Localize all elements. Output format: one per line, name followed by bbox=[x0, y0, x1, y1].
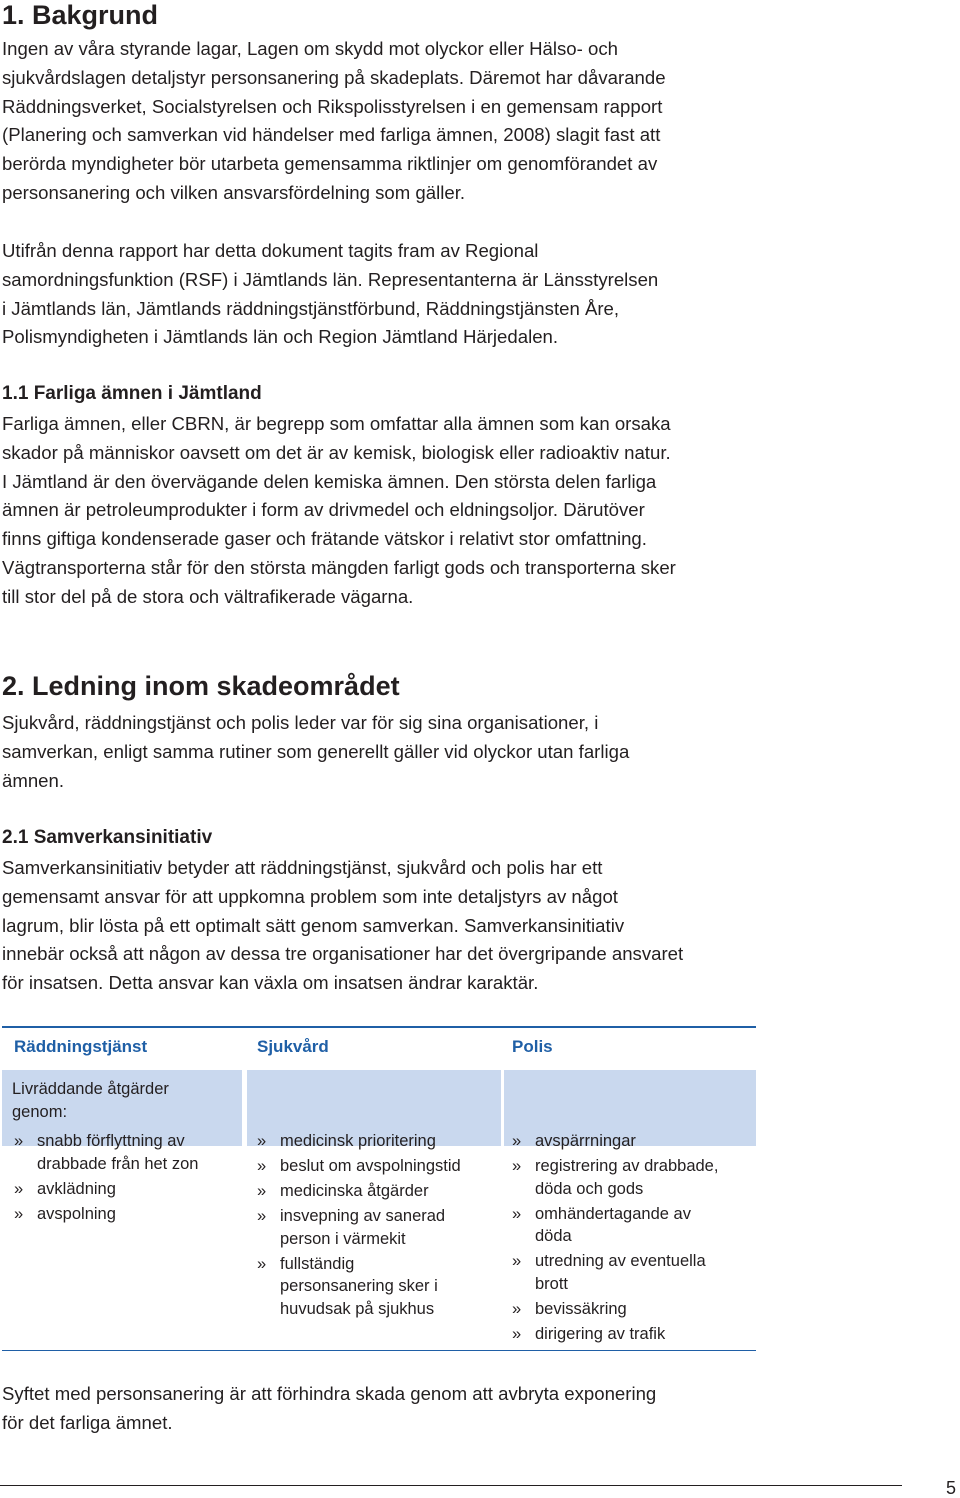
section-1-1-paragraph bbox=[2, 410, 772, 612]
subheader-line: Livräddande åtgärder bbox=[12, 1080, 169, 1098]
bullet-marker: » bbox=[512, 1252, 522, 1270]
section-1-paragraph-1 bbox=[2, 35, 772, 208]
column-sjukvard-list bbox=[257, 1130, 461, 1323]
column-polis-list bbox=[512, 1130, 718, 1348]
list-item bbox=[257, 1130, 461, 1153]
list-item-line: avspärrningar bbox=[535, 1132, 636, 1150]
paragraph-line: Samverkansinitiativ betyder att räddningstjänst, sjukvård och polis har ett bbox=[2, 857, 603, 878]
bullet-marker: » bbox=[14, 1132, 24, 1150]
list-item-line: brott bbox=[535, 1274, 569, 1293]
list-item-text bbox=[535, 1298, 627, 1321]
list-item-line: avklädning bbox=[37, 1179, 116, 1198]
list-item bbox=[512, 1155, 718, 1200]
section-2-heading: 2. Ledning inom skadeområdet bbox=[2, 671, 400, 701]
list-item-line: medicinsk prioritering bbox=[280, 1132, 436, 1150]
list-item bbox=[14, 1130, 198, 1175]
list-item-text bbox=[37, 1203, 116, 1226]
paragraph-line: Syftet med personsanering är att förhindra skada genom att avbryta exponering bbox=[2, 1383, 657, 1404]
column-raddningstjanst-list bbox=[14, 1130, 198, 1228]
column-header-raddningstjanst: Räddningstjänst bbox=[14, 1037, 148, 1056]
list-item-line: fullständig bbox=[280, 1254, 355, 1273]
paragraph-line: innebär också att någon av dessa tre organisationer har det övergripande ansvaret bbox=[2, 943, 684, 965]
list-item bbox=[512, 1323, 718, 1346]
section-2-paragraph bbox=[2, 709, 772, 795]
paragraph-line: samordningsfunktion (RSF) i Jämtlands län. Representanterna är Länsstyrelsen bbox=[2, 268, 659, 290]
list-item-line: person i värmekit bbox=[280, 1229, 406, 1248]
paragraph-line: Utifrån denna rapport har detta dokument tagits fram av Regional bbox=[2, 240, 539, 261]
paragraph-line: Sjukvård, räddningstjänst och polis leder var för sig sina organisationer, i bbox=[2, 712, 599, 733]
list-item-line: utredning av eventuella bbox=[535, 1252, 706, 1270]
list-item-text bbox=[535, 1155, 718, 1200]
list-item-text bbox=[37, 1130, 198, 1175]
paragraph-line: samverkan, enligt samma rutiner som generellt gäller vid olyckor utan farliga bbox=[2, 740, 630, 762]
paragraph-line: skador på människor oavsett om det är av kemisk, biologisk eller radioaktiv natur. bbox=[2, 441, 671, 463]
section-1-1-heading: 1.1 Farliga ämnen i Jämtland bbox=[2, 383, 262, 404]
list-item bbox=[14, 1203, 198, 1226]
paragraph-line: Vägtransporterna står för den största mängden farligt gods och transporterna sker bbox=[2, 556, 676, 578]
list-item-line: registrering av drabbade, bbox=[535, 1157, 719, 1175]
section-1-paragraph-2 bbox=[2, 237, 772, 352]
list-item-text bbox=[535, 1130, 636, 1153]
paragraph-line: finns giftiga kondenserade gaser och frätande vätskor i relativt stor omfattning. bbox=[2, 528, 647, 550]
list-item-line: dirigering av trafik bbox=[535, 1324, 666, 1343]
paragraph-line: i Jämtlands län, Jämtlands räddningstjänstförbund, Räddningstjänsten Åre, bbox=[2, 297, 620, 319]
list-item-line: avspolning bbox=[37, 1204, 116, 1223]
list-item bbox=[512, 1130, 718, 1153]
bullet-marker: » bbox=[257, 1182, 267, 1200]
bullet-marker: » bbox=[512, 1132, 522, 1150]
bullet-marker: » bbox=[14, 1204, 24, 1223]
list-item-line: bevissäkring bbox=[535, 1299, 627, 1318]
closing-paragraph bbox=[2, 1380, 772, 1438]
paragraph-line: för det farliga ämnet. bbox=[2, 1411, 173, 1433]
column-header-polis: Polis bbox=[512, 1037, 553, 1056]
list-item-text bbox=[535, 1203, 691, 1248]
list-item-text bbox=[37, 1178, 116, 1201]
section-2-1-heading: 2.1 Samverkansinitiativ bbox=[2, 827, 213, 848]
paragraph-line: lagrum, blir lösta på ett optimalt sätt genom samverkan. Samverkansinitiativ bbox=[2, 914, 625, 936]
bullet-marker: » bbox=[257, 1132, 267, 1150]
paragraph-line: I Jämtland är den övervägande delen kemiska ämnen. Den största delen farliga bbox=[2, 470, 657, 492]
paragraph-line: personsanering och vilken ansvarsfördelning som gäller. bbox=[2, 181, 466, 203]
bullet-marker: » bbox=[512, 1157, 522, 1175]
bullet-marker: » bbox=[512, 1204, 522, 1223]
list-item-line: snabb förflyttning av bbox=[37, 1132, 185, 1150]
bullet-marker: » bbox=[512, 1324, 522, 1343]
list-item bbox=[512, 1298, 718, 1321]
bullet-marker: » bbox=[512, 1299, 522, 1318]
list-item-line: döda bbox=[535, 1227, 572, 1245]
bullet-marker: » bbox=[257, 1157, 267, 1175]
paragraph-line: för insatsen. Detta ansvar kan växla om insatsen ändrar karaktär. bbox=[2, 972, 539, 994]
responsibility-table bbox=[2, 1026, 756, 1352]
list-item-line: medicinska åtgärder bbox=[280, 1182, 429, 1200]
table-top-rule bbox=[2, 1026, 756, 1028]
paragraph-line: ämnen är petroleumprodukter i form av drivmedel och eldningsoljor. Därutöver bbox=[2, 499, 645, 521]
list-item-line: personsanering sker i bbox=[280, 1277, 438, 1295]
list-item-text bbox=[280, 1130, 436, 1153]
paragraph-line: ämnen. bbox=[2, 769, 65, 791]
paragraph-line: sjukvårdslagen detaljstyr personsanering på skadeplats. Däremot har dåvarande bbox=[2, 66, 666, 88]
list-item bbox=[512, 1203, 718, 1248]
section-1-heading: 1. Bakgrund bbox=[2, 0, 159, 30]
list-item-line: döda och gods bbox=[535, 1179, 644, 1198]
list-item-line: drabbade från het zon bbox=[37, 1154, 199, 1173]
section-2-1-paragraph bbox=[2, 854, 772, 998]
list-item-line: insvepning av sanerad bbox=[280, 1207, 446, 1225]
paragraph-line: Ingen av våra styrande lagar, Lagen om skydd mot olyckor eller Hälso- och bbox=[2, 38, 618, 59]
paragraph-line: berörda myndigheter bör utarbeta gemensamma riktlinjer om genomförandet av bbox=[2, 153, 658, 175]
list-item bbox=[257, 1205, 461, 1250]
paragraph-line: gemensamt ansvar för att uppkomna problem som inte detaljstyrs av något bbox=[2, 885, 618, 907]
list-item bbox=[14, 1178, 198, 1201]
column-header-sjukvard: Sjukvård bbox=[257, 1037, 329, 1056]
list-item bbox=[512, 1250, 718, 1295]
list-item-line: beslut om avspolningstid bbox=[280, 1157, 461, 1175]
table-bottom-rule bbox=[2, 1350, 756, 1351]
paragraph-line: Farliga ämnen, eller CBRN, är begrepp som omfattar alla ämnen som kan orsaka bbox=[2, 413, 671, 434]
list-item-text bbox=[535, 1323, 665, 1346]
subheader-text bbox=[12, 1078, 169, 1123]
list-item-text bbox=[280, 1155, 461, 1178]
paragraph-line: till stor del på de stora och vältrafikerade vägarna. bbox=[2, 585, 414, 607]
footer-rule bbox=[0, 1485, 902, 1486]
list-item bbox=[257, 1253, 461, 1321]
list-item-line: omhändertagande av bbox=[535, 1204, 691, 1223]
paragraph-line: (Planering och samverkan vid händelser med farliga ämnen, 2008) slagit fast att bbox=[2, 124, 661, 146]
page-number: 5 bbox=[946, 1478, 957, 1498]
bullet-marker: » bbox=[257, 1254, 267, 1273]
list-item-text bbox=[280, 1205, 445, 1250]
list-item-text bbox=[280, 1180, 429, 1203]
subheader-line: genom: bbox=[12, 1102, 68, 1121]
list-item bbox=[257, 1180, 461, 1203]
bullet-marker: » bbox=[257, 1207, 267, 1225]
list-item-text bbox=[535, 1250, 706, 1295]
list-item bbox=[257, 1155, 461, 1178]
paragraph-line: Räddningsverket, Socialstyrelsen och Rikspolisstyrelsen i en gemensam rapport bbox=[2, 95, 663, 117]
list-item-text bbox=[280, 1253, 438, 1321]
list-item-line: huvudsak på sjukhus bbox=[280, 1299, 435, 1318]
bullet-marker: » bbox=[14, 1179, 24, 1198]
paragraph-line: Polismyndigheten i Jämtlands län och Region Jämtland Härjedalen. bbox=[2, 326, 559, 348]
